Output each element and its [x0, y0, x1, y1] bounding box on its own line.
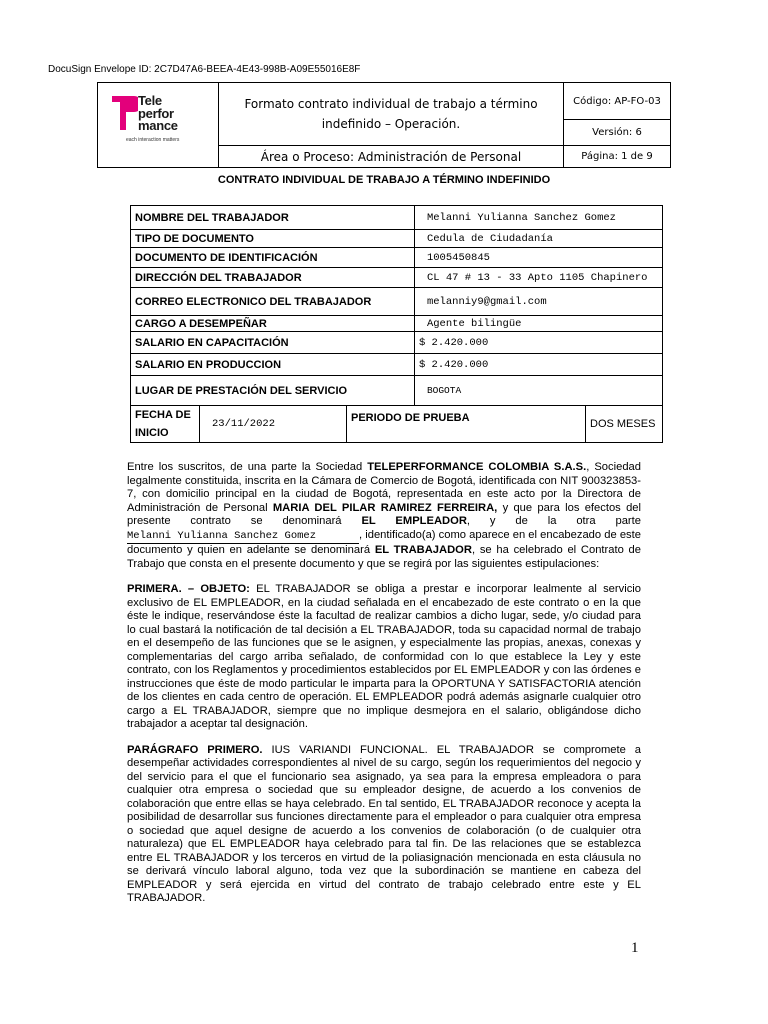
- probation-value: DOS MESES: [586, 406, 663, 443]
- start-date-value: 23/11/2022: [200, 406, 347, 443]
- row-label: TIPO DE DOCUMENTO: [131, 230, 415, 248]
- table-row: [131, 376, 663, 406]
- clause-heading: PARÁGRAFO PRIMERO.: [127, 743, 263, 756]
- service-location-value: BOGOTA: [414, 376, 662, 406]
- logo-line-1: Tele: [138, 93, 162, 108]
- email-value: melanniy9@gmail.com: [414, 288, 662, 316]
- table-row: [131, 316, 663, 332]
- address-value: CL 47 # 13 - 33 Apto 1105 Chapinero: [414, 268, 662, 288]
- row-label: DIRECCIÓN DEL TRABAJADOR: [131, 268, 415, 288]
- worker-info-table: [130, 205, 663, 443]
- logo-line-3: mance: [138, 118, 178, 133]
- worker-name-line: Melanni Yulianna Sanchez Gomez: [127, 530, 359, 545]
- paragraph-first: PARÁGRAFO PRIMERO. IUS VARIANDI FUNCIONAL. EL TRABAJADOR se compromete a desempeñar actividades correspondientes al nivel de su cargo, según los requerimientos del negocio y del servicio para el que el funcionario sea asignado, ya sea para la empresa empleadora o para cualquier otra empresa o sociedad que su empleador designe, de acuerdo a los convenios de colaboración que entre ellas se haya celebrado. En tal sentido, EL TRABAJADOR reconoce y acepta la posibilidad de desarrollar sus funciones directamente para el empleador o para cualquier otra empresa o sociedad que aquel designe de acuerdo a los convenios de colaboración (o de cualquier otra naturaleza) que EL EMPLEADOR haya celebrado para tal fin. De las relaciones que se establezca entre EL TRABAJADOR y los terceros en virtud de la poliasignación mencionada en esta cláusula no se derivará vínculo laboral alguno, toda vez que la subordinación se mantiene en cabeza del EMPLEADOR y será ejercida en virtud del contrato de trabajo celebrado entre este y EL TRABAJADOR.: [127, 743, 641, 904]
- table-row: [131, 268, 663, 288]
- docusign-envelope-id: DocuSign Envelope ID: 2C7D47A6-BEEA-4E43-998B-A09E55016E8F: [48, 64, 361, 75]
- row-label: CARGO A DESEMPEÑAR: [131, 316, 415, 332]
- production-salary-value: $ 2.420.000: [414, 354, 662, 376]
- row-label: NOMBRE DEL TRABAJADOR: [131, 206, 415, 230]
- row-label: CORREO ELECTRONICO DEL TRABAJADOR: [131, 288, 415, 316]
- document-id-value: 1005450845: [414, 248, 662, 268]
- table-row: [131, 354, 663, 376]
- tp-logo-icon: [112, 94, 138, 132]
- start-date-label: FECHA DE INICIO: [131, 406, 200, 443]
- contract-body: [127, 461, 641, 918]
- logo-line-2: perfor: [138, 105, 174, 121]
- document-header: [97, 82, 671, 168]
- director-name: MARIA DEL PILAR RAMIREZ FERREIRA,: [272, 501, 498, 514]
- worker-name-value: Melanni Yulianna Sanchez Gomez: [414, 206, 662, 230]
- clause-first-object: PRIMERA. – OBJETO: EL TRABAJADOR se obliga a prestar e incorporar lealmente al servicio exclusivo de EL EMPLEADOR, en la ciudad señalada en el encabezado de este contrato o en la que éste le indique, reservándose éste la facultad de realizar cambios a dicho lugar, sede, y/o ciudad para lo cual bastará la notificación de tal decisión a EL TRABAJADOR, toda su capacidad normal de trabajo en el desempeño de las funciones que se le asignen, y especialmente las propias, anexas, conexas y complementarias del cargo arriba señalado, de conformidad con lo que establece la Ley y este contrato, con los Reglamentos y procedimientos establecidos por EL EMPLEADOR y con las órdenes e instrucciones que éste de modo particular le imparta para la OPORTUNA Y SATISFACTORIA atención de los clientes en cada centro de operación. EL EMPLEADOR podrá además asignarle cualquier otro cargo a EL TRABAJADOR, siempre que no implique desmejora en el salario, obligándose dicho trabajador a aceptar tal designación.: [127, 583, 641, 730]
- table-row: [131, 332, 663, 354]
- contract-title: CONTRATO INDIVIDUAL DE TRABAJO A TÉRMINO INDEFINIDO: [217, 174, 551, 186]
- form-page: Página: 1 de 9: [564, 146, 671, 168]
- form-version: Versión: 6: [564, 120, 671, 146]
- form-title: [219, 83, 564, 146]
- table-row: [131, 288, 663, 316]
- document-type-value: Cedula de Ciudadanía: [414, 230, 662, 248]
- logo-wordmark: [138, 95, 178, 133]
- table-row: [131, 248, 663, 268]
- company-name: TELEPERFORMANCE COLOMBIA S.A.S.: [367, 461, 587, 473]
- teleperformance-logo: [98, 83, 219, 168]
- page-number: 1: [631, 940, 639, 956]
- table-row: [131, 406, 663, 443]
- row-label: LUGAR DE PRESTACIÓN DEL SERVICIO: [131, 376, 415, 406]
- form-code: Código: AP-FO-03: [564, 83, 671, 120]
- probation-label: PERIODO DE PRUEBA: [347, 406, 586, 443]
- clause-heading: PRIMERA. – OBJETO:: [127, 583, 250, 595]
- position-value: Agente bilingüe: [414, 316, 662, 332]
- table-row: [131, 230, 663, 248]
- logo-tagline: each interaction matters: [126, 137, 180, 143]
- table-row: [131, 206, 663, 230]
- form-area: Área o Proceso: Administración de Personal: [219, 146, 564, 168]
- form-title-line-1: Formato contrato individual de trabajo a término: [244, 97, 538, 111]
- row-label: SALARIO EN CAPACITACIÓN: [131, 332, 415, 354]
- row-label: SALARIO EN PRODUCCION: [131, 354, 415, 376]
- training-salary-value: $ 2.420.000: [414, 332, 662, 354]
- form-title-line-2: indefinido – Operación.: [321, 117, 461, 131]
- row-label: DOCUMENTO DE IDENTIFICACIÓN: [131, 248, 415, 268]
- intro-paragraph: Entre los suscritos, de una parte la Sociedad TELEPERFORMANCE COLOMBIA S.A.S., Sociedad legalmente constituida, inscrita en la Cámara de Comercio de Bogotá, identificada con NIT 900323853-7, con domicilio principal en la ciudad de Bogotá, representada en este acto por la Directora de Administración de Personal MARIA DEL PILAR RAMIREZ FERREIRA, y que para los efectos del presente contrato se denominará EL EMPLEADOR, y de la otra parte Melanni Yulianna Sanchez Gomez , identificado(a) como aparece en el encabezado de este documento y quien en adelante se denominará EL TRABAJADOR, se ha celebrado el Contrato de Trabajo que consta en el presente documento y que se regirá por las siguientes estipulaciones:: [127, 461, 642, 570]
